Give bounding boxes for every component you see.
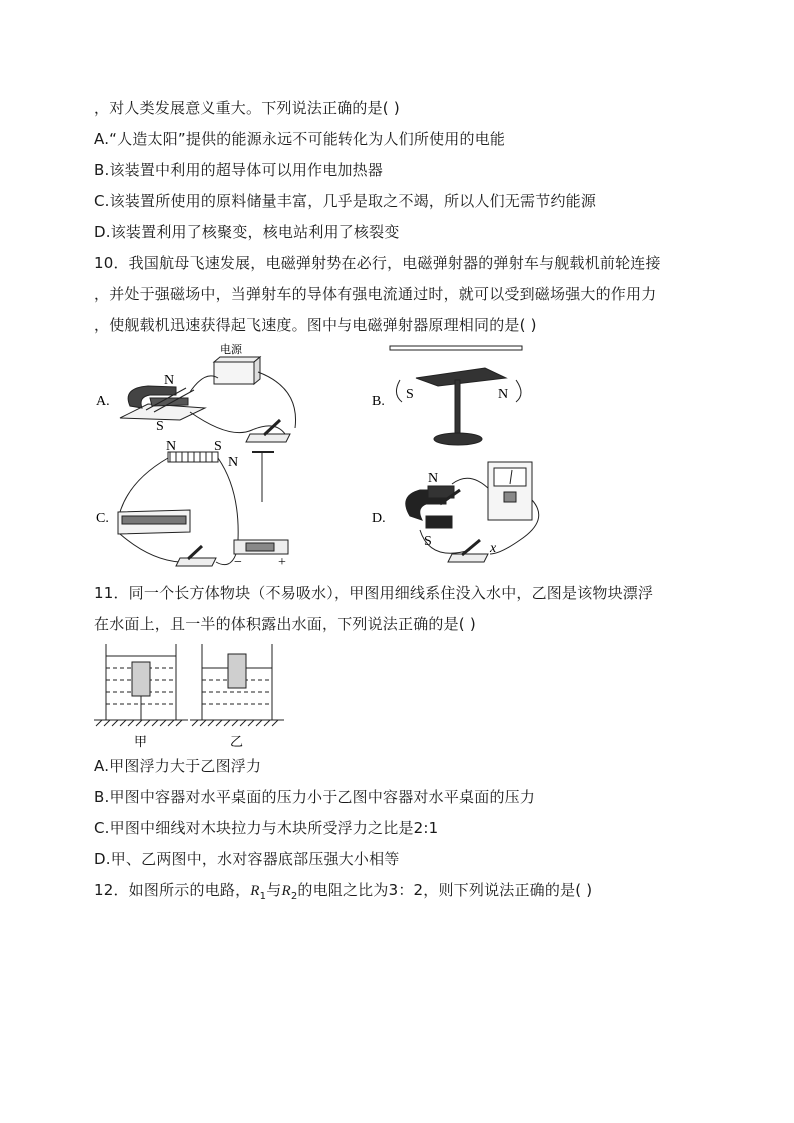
q12-r1-sub: 1 <box>259 891 267 902</box>
q9-option-c: C.该装置所使用的原料储量丰富，几乎是取之不竭，所以人们无需节约能源 <box>94 192 597 210</box>
figure-a-s: S <box>156 419 164 434</box>
q9-option-a: A.“人造太阳”提供的能源永远不可能转化为人们所使用的电能 <box>94 130 506 148</box>
q11-option-d: D.甲、乙两图中，水对容器底部压强大小相等 <box>94 850 400 868</box>
option-c-label: C. <box>96 511 109 526</box>
figure-c-minus: − <box>234 555 242 570</box>
figure-d-n: N <box>428 471 439 486</box>
figure-a-n: N <box>164 373 175 388</box>
q12-r2-sub: 2 <box>290 891 298 902</box>
q12-mid: 与 <box>266 881 282 899</box>
line-q9-stem: ，对人类发展意义重大。下列说法正确的是( ) <box>94 99 400 117</box>
figure-jia-label: 甲 <box>134 735 148 750</box>
q10-stem-line2: ，并处于强磁场中，当弹射车的导体有强电流通过时，就可以受到磁场强大的作用力 <box>94 285 657 303</box>
q12-r2: R <box>281 883 291 899</box>
figure-jia-container <box>94 644 188 726</box>
q10-stem-line1: 10．我国航母飞速发展，电磁弹射势在必行，电磁弹射器的弹射车与舰载机前轮连接 <box>94 254 661 272</box>
q10-stem-line3: ，使舰载机迅速获得起飞速度。图中与电磁弹射器原理相同的是( ) <box>94 316 537 334</box>
q10-figures <box>90 340 560 572</box>
q11-option-a: A.甲图浮力大于乙图浮力 <box>94 757 262 775</box>
figure-c-s-top: S <box>214 439 222 454</box>
figure-b-s: S <box>406 387 414 402</box>
q11-stem-line2: 在水面上，且一半的体积露出水面，下列说法正确的是( ) <box>94 615 476 633</box>
q11-option-c: C.甲图中细线对木块拉力与木块所受浮力之比是2:1 <box>94 819 439 837</box>
q11-option-b: B.甲图中容器对水平桌面的压力小于乙图中容器对水平桌面的压力 <box>94 788 536 806</box>
figure-a-apparatus <box>120 357 296 442</box>
q12-prefix: 12．如图所示的电路， <box>94 881 251 899</box>
q12-r1: R <box>250 883 260 899</box>
q12-stem <box>94 880 592 907</box>
figure-d-x: x <box>490 541 497 556</box>
figure-b-n: N <box>498 387 509 402</box>
figure-c-plus: + <box>278 555 286 570</box>
option-b-label: B. <box>372 394 385 409</box>
option-a-label: A. <box>96 394 110 409</box>
figure-c-n-needle: N <box>228 455 239 470</box>
figure-a-power-label: 电源 <box>220 343 242 356</box>
q9-option-d: D.该装置利用了核聚变，核电站利用了核裂变 <box>94 223 400 241</box>
figure-yi-label: 乙 <box>230 735 244 750</box>
q9-option-b: B.该装置中利用的超导体可以用作电加热器 <box>94 161 384 179</box>
figure-c-n-top: N <box>166 439 177 454</box>
figure-c-apparatus <box>118 452 288 566</box>
q12-suffix: 的电阻之比为3：2，则下列说法正确的是( ) <box>297 881 593 899</box>
q11-stem-line1: 11．同一个长方体物块（不易吸水），甲图用细线系住没入水中，乙图是该物块漂浮 <box>94 584 654 602</box>
figure-yi-container <box>190 644 284 726</box>
figure-d-s: S <box>424 534 432 549</box>
option-d-label: D. <box>372 511 386 526</box>
q11-figure <box>94 640 284 752</box>
